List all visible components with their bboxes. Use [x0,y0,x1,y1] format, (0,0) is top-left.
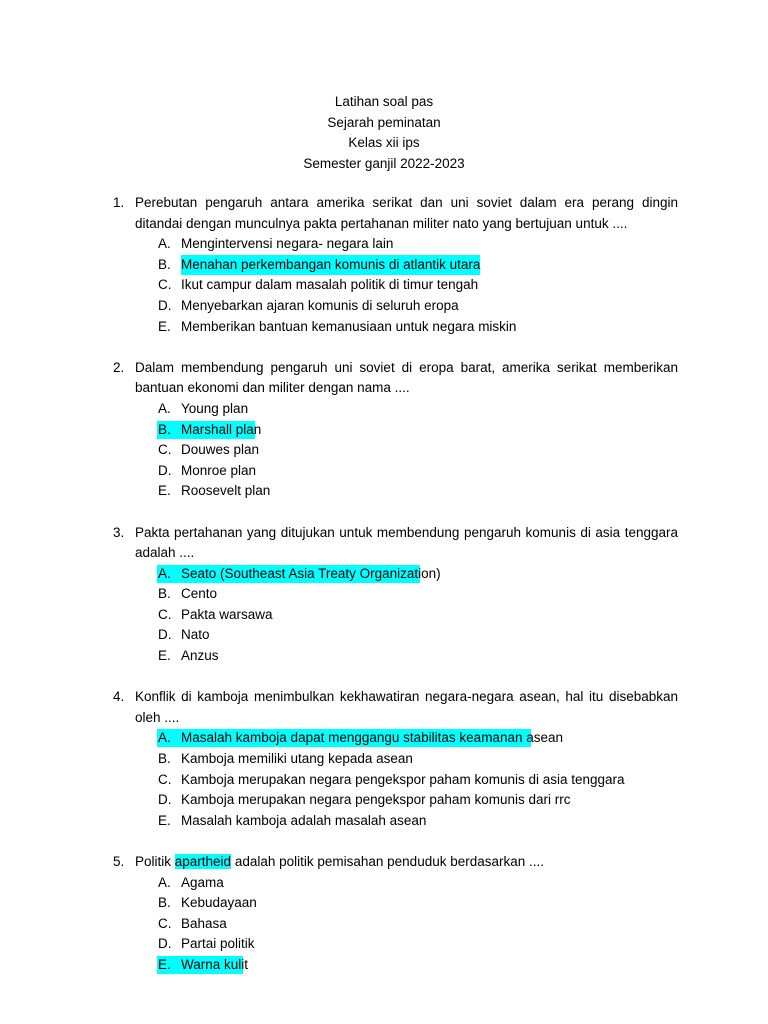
option-text: Douwes plan [181,442,260,458]
question-3 [0,523,768,667]
option-letter: D. [158,297,172,313]
option-d [0,625,768,646]
option-letter: E. [158,956,171,972]
option-text: Roosevelt plan [181,483,271,499]
option-letter: A. [158,400,171,416]
option-e [0,811,768,832]
option-letter: E. [158,318,171,334]
option-d [0,790,768,811]
option-c [0,605,768,626]
option-a [0,873,768,894]
option-text: Anzus [181,648,219,664]
option-letter: A. [158,236,171,252]
option-text-highlighted: Warna kulit [181,956,249,972]
document-header [0,92,768,174]
question-text-pre: Politik [135,854,175,869]
question-text: Dalam membendung pengaruh uni soviet di eropa barat, amerika serikat memberikan bantuan ekonomi dan militer dengan nama .... [135,359,678,396]
option-letter: E. [158,812,171,828]
option-b-answer [0,255,768,276]
option-text: Ikut campur dalam masalah politik di timur tengah [181,277,479,293]
option-b [0,893,768,914]
option-text-highlighted: Menahan perkembangan komunis di atlantik utara [181,255,480,276]
option-text: Monroe plan [181,462,257,478]
option-letter: B. [158,586,171,602]
option-letter: D. [158,936,172,952]
question-4 [0,687,768,831]
option-b-answer [0,420,768,441]
option-text: Kamboja merupakan negara pengekspor paham komunis di asia tenggara [181,771,625,787]
option-letter: E. [158,483,171,499]
question-text [135,852,678,873]
option-c [0,275,768,296]
title-line: Latihan soal pas [334,94,434,109]
subject-line: Sejarah peminatan [327,114,441,130]
option-text: Nato [181,627,210,643]
option-letter: D. [158,462,172,478]
question-list [0,193,768,996]
option-e [0,646,768,667]
option-text: Kamboja merupakan negara pengekspor paham komunis dari rrc [181,792,571,808]
option-text: Pakta warsawa [181,606,273,622]
option-text: Cento [181,586,218,602]
question-text: Konflik di kamboja menimbulkan kekhawatiran negara-negara asean, hal itu disebabkan oleh .... [135,689,678,725]
question-number: 4. [113,689,125,705]
option-c [0,440,768,461]
highlighted-term: apartheid [174,854,232,869]
option-text-highlighted: Seato (Southeast Asia Treaty Organization) [181,565,441,581]
option-a [0,399,768,420]
option-d [0,461,768,482]
option-letter: B. [158,895,171,911]
option-text: Partai politik [181,936,255,952]
option-a-answer [0,728,768,749]
option-text: Masalah kamboja adalah masalah asean [181,812,427,828]
option-text: Menyebarkan ajaran komunis di seluruh eropa [181,297,459,313]
option-letter: C. [158,442,172,458]
question-number: 3. [113,524,125,540]
option-c [0,914,768,935]
option-letter: D. [158,792,172,808]
option-text: Bahasa [181,915,227,931]
option-d [0,296,768,317]
question-number: 5. [113,854,125,869]
option-b [0,749,768,770]
question-1 [0,193,768,337]
option-e-answer [0,955,768,976]
option-letter: B. [158,256,171,272]
option-text: Memberikan bantuan kemanusiaan untuk negara miskin [181,318,517,334]
question-5 [0,852,768,976]
option-a-answer [0,564,768,585]
option-b [0,584,768,605]
question-number: 2. [113,359,125,375]
option-d [0,934,768,955]
semester-line: Semester ganjil 2022-2023 [303,155,465,171]
option-text: Kamboja memiliki utang kepada asean [181,751,413,767]
option-letter: C. [158,915,172,931]
option-letter: B. [158,751,171,767]
question-2 [0,358,768,502]
question-number: 1. [113,195,125,210]
question-text: Perebutan pengaruh antara amerika serikat dan uni soviet dalam era perang dingin ditandai dengan munculnya pakta pertahanan militer nato yang bertujuan untuk .... [135,195,678,231]
question-text-post: adalah politik pemisahan penduduk berdasarkan .... [231,854,545,869]
option-text: Agama [181,874,224,890]
option-letter: B. [158,421,171,437]
option-letter: A. [158,565,171,581]
option-e [0,317,768,338]
option-c [0,770,768,791]
option-letter: C. [158,606,172,622]
option-text-highlighted: Marshall plan [181,421,262,437]
option-letter: D. [158,627,172,643]
option-e [0,481,768,502]
option-text: Mengintervensi negara- negara lain [181,236,394,252]
option-letter: E. [158,648,171,664]
option-letter: A. [158,874,171,890]
class-line: Kelas xii ips [348,135,420,151]
option-letter: A. [158,730,171,746]
option-letter: C. [158,277,172,293]
option-text: Young plan [181,400,249,416]
question-text: Pakta pertahanan yang ditujukan untuk membendung pengaruh komunis di asia tenggara adalah .... [135,524,678,561]
option-letter: C. [158,771,172,787]
option-text-highlighted: Masalah kamboja dapat menggangu stabilitas keamanan asean [181,730,564,746]
option-text: Kebudayaan [181,895,257,911]
option-a [0,234,768,255]
